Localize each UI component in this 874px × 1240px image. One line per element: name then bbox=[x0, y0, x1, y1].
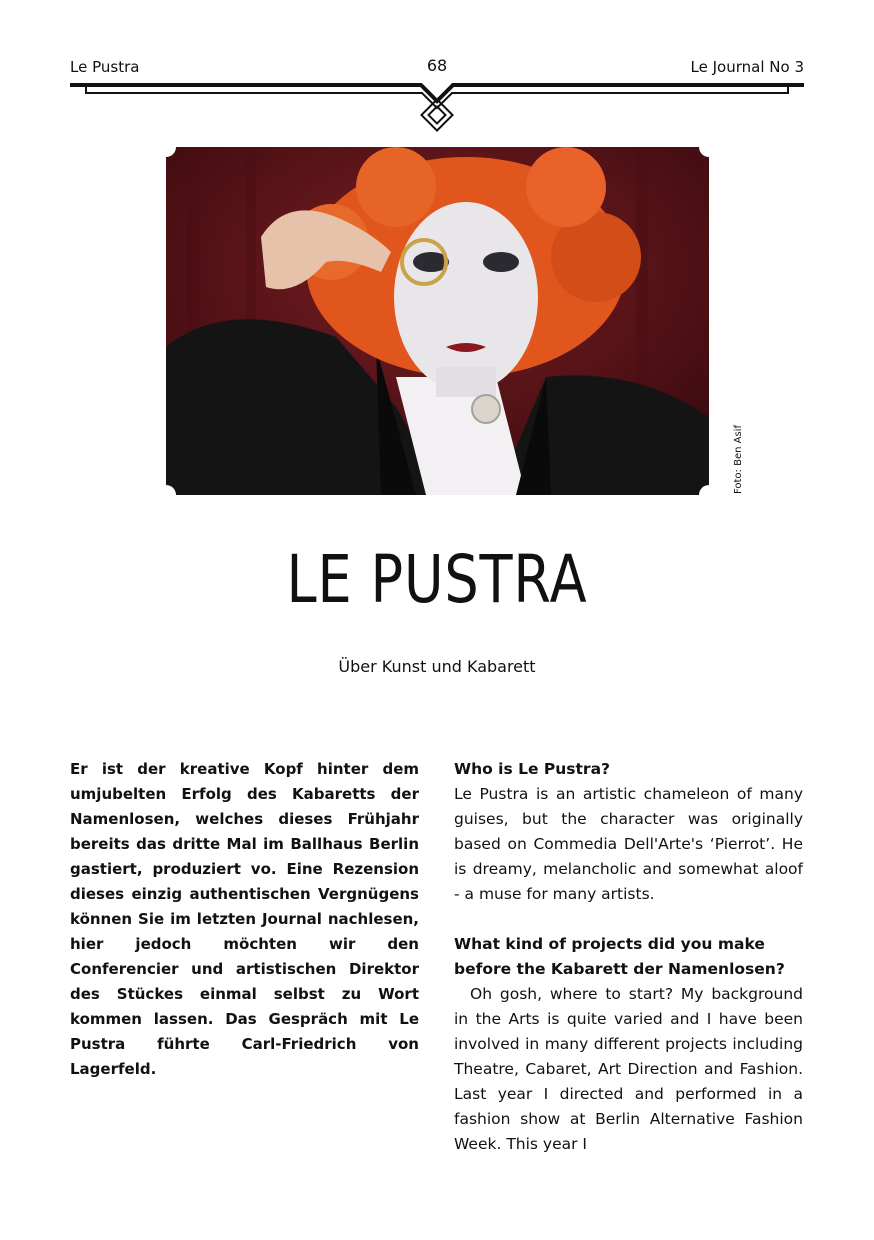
answer-1: Le Pustra is an artistic chameleon of many guises, but the character was originally based on Commedia Dell'Arte's ‘Pierrot’. He is dreamy, melancholic and somewhat aloof - a muse for many artists. bbox=[454, 785, 803, 903]
interview-column bbox=[454, 757, 803, 1153]
page-number: 68 bbox=[426, 56, 448, 75]
paragraph-gap bbox=[454, 907, 803, 932]
answer-2: Oh gosh, where to start? My background in the Arts is quite varied and I have been involved in many different projects including Theatre, Cabaret, Art Direction and Fashion. Last year I directed and performed in a fashion show at Berlin Alternative Fashion Week. This year I bbox=[454, 985, 803, 1153]
intro-paragraph: Er ist der kreative Kopf hinter dem umjubelten Erfolg des Kabaretts der Namenlosen, welches dieses Frühjahr bereits das dritte Mal im Ballhaus Berlin gastiert, produziert vo. Eine Rezension dieses einzig authentischen Vergnügens können Sie im letzten Journal nachlesen, hier jedoch möchten wir den Conferencier und artistischen Direktor des Stückes einmal selbst zu Wort kommen lassen. Das Gespräch mit Le Pustra führte Carl-Friedrich von Lagerfeld. bbox=[70, 760, 419, 1078]
article-title: LE PUSTRA bbox=[286, 541, 588, 618]
running-header-left: Le Pustra bbox=[70, 58, 140, 76]
art-deco-header-ornament bbox=[70, 76, 804, 134]
running-header-right: Le Journal No 3 bbox=[690, 58, 804, 76]
portrait-photo bbox=[166, 147, 709, 495]
question-1: Who is Le Pustra? bbox=[454, 760, 611, 778]
article-subtitle: Über Kunst und Kabarett bbox=[338, 657, 536, 676]
photo-credit: Foto: Ben Asif bbox=[733, 425, 744, 494]
question-2: What kind of projects did you make before the Kabarett der Namenlosen? bbox=[454, 935, 785, 978]
